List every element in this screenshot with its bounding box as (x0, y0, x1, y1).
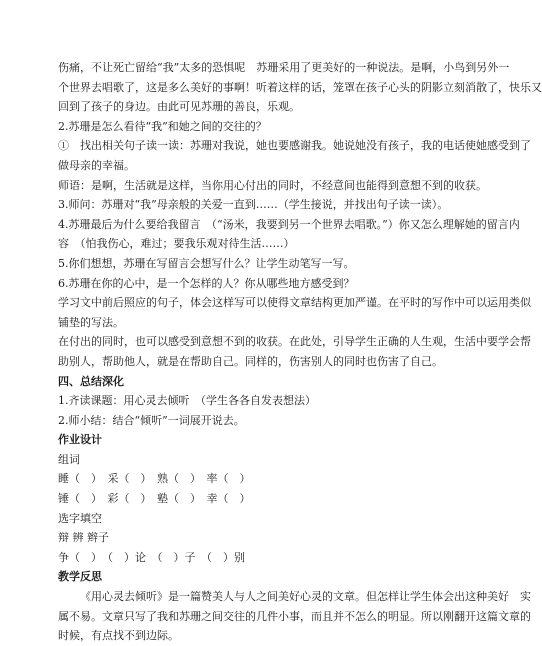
text-line: 选字填空 (58, 511, 102, 525)
text-line: 个世界去唱歌了，这是多么美好的事啊！听着这样的话，笼罩在孩子心头的阴影立刻消散了，快乐又 (58, 80, 542, 94)
text-line: 师语：是啊，生活就是这样，当你用心付出的同时，不经意间也能得到意想不到的收获。 (58, 178, 487, 192)
section-heading: 教学反思 (58, 570, 102, 584)
text-line: 组词 (58, 452, 80, 466)
section-heading: 作业设计 (58, 433, 102, 447)
text-line: 《用心灵去倾听》是一篇赞美人与人之间美好心灵的文章。但怎样让学生体会出这种美好 实 (80, 590, 531, 604)
text-line: 1.齐读课题：用心灵去倾听 （学生各各自发表想法） (58, 394, 316, 408)
text-line: 属不易。文章只写了我和苏珊之间交往的几件小事，而且并不怎么的明显。所以刚翻开这篇文章的 (58, 609, 531, 623)
text-line: 睡（ ） 采（ ） 熟（ ） 率（ ） (58, 472, 251, 486)
text-line: 锤（ ） 彩（ ） 塾（ ） 幸（ ） (58, 492, 251, 506)
text-line: 学习文中前后照应的句子，体会这样写可以使得文章结构更加严谨。在平时的写作中可以运用类似 (58, 296, 531, 310)
text-line: 铺垫的写法。 (58, 315, 124, 329)
text-line: 6.苏珊在你的心中，是一个怎样的人？你从哪些地方感受到？ (58, 276, 355, 290)
text-line: 在付出的同时，也可以感受到意想不到的收获。在此处，引导学生正确的人生观，生活中要学会帮 (58, 335, 531, 349)
text-line: 4.苏珊最后为什么要给我留言 （“汤米，我要到另一个世界去唱歌。”）你又怎么理解她的留言内 (58, 217, 520, 231)
text-line: 做母亲的幸福。 (58, 158, 135, 172)
text-line: 2.师小结：结合“倾听”一词展开说去。 (58, 413, 245, 427)
text-line: 争（ ） （ ）论 （ ）子 （ ）别 (58, 550, 245, 564)
text-line: 容 （怕我伤心，难过；要我乐观对待生活……） (58, 237, 295, 251)
text-line: 2.苏珊是怎么看待“我”和她之间的交往的？ (58, 119, 267, 133)
text-line: 助别人，帮助他人，就是在帮助自己。同样的，伤害别人的同时也伤害了自己。 (58, 354, 443, 368)
text-line: 伤痛，不让死亡留给“我”太多的恐惧呢 苏珊采用了更美好的一种说法。是啊，小鸟到另外一 (58, 61, 510, 74)
text-line: 时候，有点找不到边际。 (58, 629, 179, 643)
text-line: 回到了孩子的身边。由此可见苏珊的善良，乐观。 (58, 100, 300, 114)
section-heading: 四、总结深化 (58, 374, 124, 388)
text-line: 3.师问：苏珊对“我”母亲般的关爱一直到……（学生接说，并找出句子读一读）。 (58, 198, 449, 212)
text-line: 辩 辨 辫子 (58, 531, 109, 545)
text-line: ① 找出相关句子读一读：苏珊对我说，她也要感谢我。她说她没有孩子，我的电话使她感受到了 (58, 139, 531, 153)
text-line: 5.你们想想，苏珊在写留言会想写什么？让学生动笔写一写。 (58, 256, 355, 270)
